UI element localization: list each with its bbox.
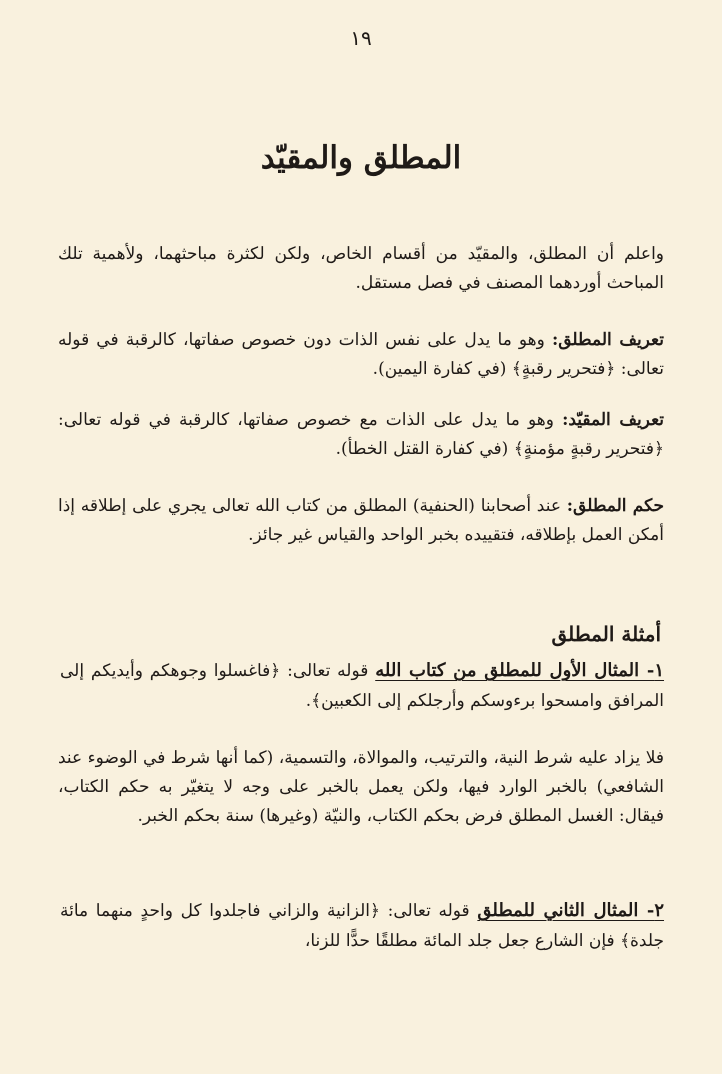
first-example-text: قوله تعالى: ﴿فاغسلوا وجوهكم وأيديكم إلى المرافق وامسحوا برءوسكم وأرجلكم إلى الكعبين﴾.: [60, 661, 664, 711]
muqayyad-definition-text: وهو ما يدل على الذات مع خصوص صفاتها، كالرقبة في قوله تعالى: ﴿فتحرير رقبةٍ مؤمنةٍ﴾ (في كفارة القتل الخطأ).: [58, 410, 664, 460]
first-example-label: ١- المثال الأول للمطلق من كتاب الله: [375, 660, 665, 681]
page-title: المطلق والمقيّد: [260, 140, 462, 176]
first-example-paragraph: [60, 656, 664, 716]
second-example-paragraph: [60, 896, 664, 956]
examples-section-title: أمثلة المطلق: [551, 622, 661, 646]
intro-paragraph: [58, 240, 664, 298]
mutlaq-ruling-text: عند أصحابنا (الحنفية) المطلق من كتاب الله تعالى يجري على إطلاقه إذا أمكن العمل بإطلاقه، فتقييده بخبر الواحد والقياس غير جائز.: [58, 496, 664, 546]
page-number: ١٩: [350, 26, 372, 50]
first-example-detail-text: فلا يزاد عليه شرط النية، والترتيب، والموالاة، والتسمية، (كما أنها شرط في الوضوء عند الشافعي) بالخبر الوارد فيها، ولكن يعمل بالخبر على وجه لا يتغيّر به حكم الكتاب، فيقال: الغسل المطلق فرض بحكم الكتاب، والنيّة (وغيرها) سنة بحكم الخبر.: [58, 748, 664, 827]
muqayyad-definition-label: تعريف المقيّد:: [562, 410, 664, 430]
second-example-label: ٢- المثال الثاني للمطلق: [477, 900, 665, 921]
mutlaq-definition-label: تعريف المطلق:: [551, 330, 664, 350]
second-example-text: قوله تعالى: ﴿الزانية والزاني فاجلدوا كل واحدٍ منهما مائة جلدة﴾ فإن الشارع جعل جلد المائة مطلقًا حدًّا للزنا،: [60, 901, 664, 951]
intro-text: واعلم أن المطلق، والمقيّد من أقسام الخاص، ولكن لكثرة مباحثهما، ولأهمية تلك المباحث أوردهما المصنف في فصل مستقل.: [58, 244, 664, 294]
mutlaq-ruling-paragraph: [58, 492, 664, 550]
first-example-detail: [58, 744, 664, 832]
mutlaq-definition-text: وهو ما يدل على نفس الذات دون خصوص صفاتها، كالرقبة في قوله تعالى: ﴿فتحرير رقبةٍ﴾ (في كفارة اليمين).: [58, 330, 664, 380]
mutlaq-ruling-label: حكم المطلق:: [566, 496, 665, 516]
muqayyad-definition-paragraph: [58, 406, 664, 464]
mutlaq-definition-paragraph: [58, 326, 664, 384]
